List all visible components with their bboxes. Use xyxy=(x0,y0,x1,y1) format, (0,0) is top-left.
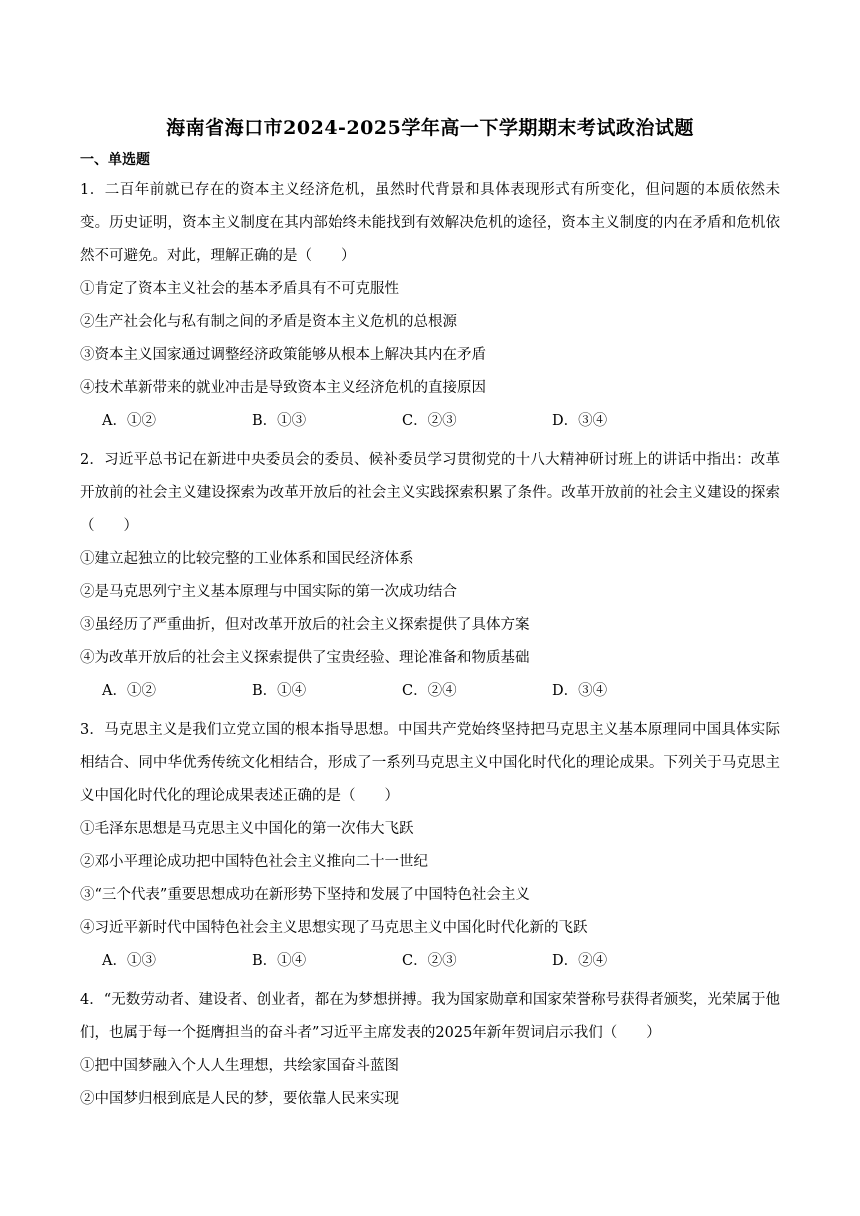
statement: ③资本主义国家通过调整经济政策能够从根本上解决其内在矛盾 xyxy=(80,347,486,363)
page-title: 海南省海口市2024-2025学年高一下学期期末考试政治试题 xyxy=(166,117,694,139)
section-heading: 一、单选题 xyxy=(80,152,150,168)
question-stem: 2．习近平总书记在新进中央委员会的委员、候补委员学习贯彻党的十八大精神研讨班上的讲话中指出：改革开放前的社会主义建设探索为改革开放后的社会主义实践探索积累了条件。改革开放前的社会主义建设的探索（ ） xyxy=(80,452,780,534)
statement: ①把中国梦融入个人人生理想，共绘家国奋斗蓝图 xyxy=(80,1058,399,1074)
choice-a[interactable]: A．①② xyxy=(102,413,156,429)
choice-c[interactable]: C．②③ xyxy=(402,953,457,969)
choice-b[interactable]: B．①④ xyxy=(252,953,307,969)
question-1 xyxy=(80,174,780,438)
answer-choices xyxy=(80,945,780,978)
statement: ③虽经历了严重曲折，但对改革开放后的社会主义探索提供了具体方案 xyxy=(80,617,530,633)
question-stem: 4．“无数劳动者、建设者、创业者，都在为梦想拼搏。我为国家勋章和国家荣誉称号获得者颁奖，光荣属于他们，也属于每一个挺膺担当的奋斗者”习近平主席发表的2025年新年贺词启示我们（ ） xyxy=(80,992,780,1041)
statement: ②中国梦归根到底是人民的梦，要依靠人民来实现 xyxy=(80,1091,399,1107)
statement: ①建立起独立的比较完整的工业体系和国民经济体系 xyxy=(80,551,414,567)
choice-b[interactable]: B．①③ xyxy=(252,413,307,429)
statement: ④为改革开放后的社会主义探索提供了宝贵经验、理论准备和物质基础 xyxy=(80,650,530,666)
statement: ②邓小平理论成功把中国特色社会主义推向二十一世纪 xyxy=(80,854,428,870)
choice-d[interactable]: D．③④ xyxy=(552,413,608,429)
answer-choices xyxy=(80,405,780,438)
question-2 xyxy=(80,444,780,708)
choice-c[interactable]: C．②③ xyxy=(402,413,457,429)
statement: ③“三个代表”重要思想成功在新形势下坚持和发展了中国特色社会主义 xyxy=(80,887,530,903)
statement: ④习近平新时代中国特色社会主义思想实现了马克思主义中国化时代化新的飞跃 xyxy=(80,920,588,936)
choice-d[interactable]: D．②④ xyxy=(552,953,608,969)
choice-c[interactable]: C．②④ xyxy=(402,683,457,699)
statement: ②生产社会化与私有制之间的矛盾是资本主义危机的总根源 xyxy=(80,314,457,330)
choice-a[interactable]: A．①③ xyxy=(102,953,156,969)
statement: ②是马克思列宁主义基本原理与中国实际的第一次成功结合 xyxy=(80,584,457,600)
choice-d[interactable]: D．③④ xyxy=(552,683,608,699)
choice-a[interactable]: A．①② xyxy=(102,683,156,699)
statement: ①肯定了资本主义社会的基本矛盾具有不可克服性 xyxy=(80,281,399,297)
choice-b[interactable]: B．①④ xyxy=(252,683,307,699)
question-4 xyxy=(80,984,780,1116)
statement: ①毛泽东思想是马克思主义中国化的第一次伟大飞跃 xyxy=(80,821,414,837)
question-stem: 3．马克思主义是我们立党立国的根本指导思想。中国共产党始终坚持把马克思主义基本原理同中国具体实际相结合、同中华优秀传统文化相结合，形成了一系列马克思主义中国化时代化的理论成果。下列关于马克思主义中国化时代化的理论成果表述正确的是（ ） xyxy=(80,722,780,804)
question-stem: 1．二百年前就已存在的资本主义经济危机，虽然时代背景和具体表现形式有所变化，但问题的本质依然未变。历史证明，资本主义制度在其内部始终未能找到有效解决危机的途径，资本主义制度的内在矛盾和危机依然不可避免。对此，理解正确的是（ ） xyxy=(80,182,780,264)
statement: ④技术革新带来的就业冲击是导致资本主义经济危机的直接原因 xyxy=(80,380,486,396)
question-3 xyxy=(80,714,780,978)
answer-choices xyxy=(80,675,780,708)
